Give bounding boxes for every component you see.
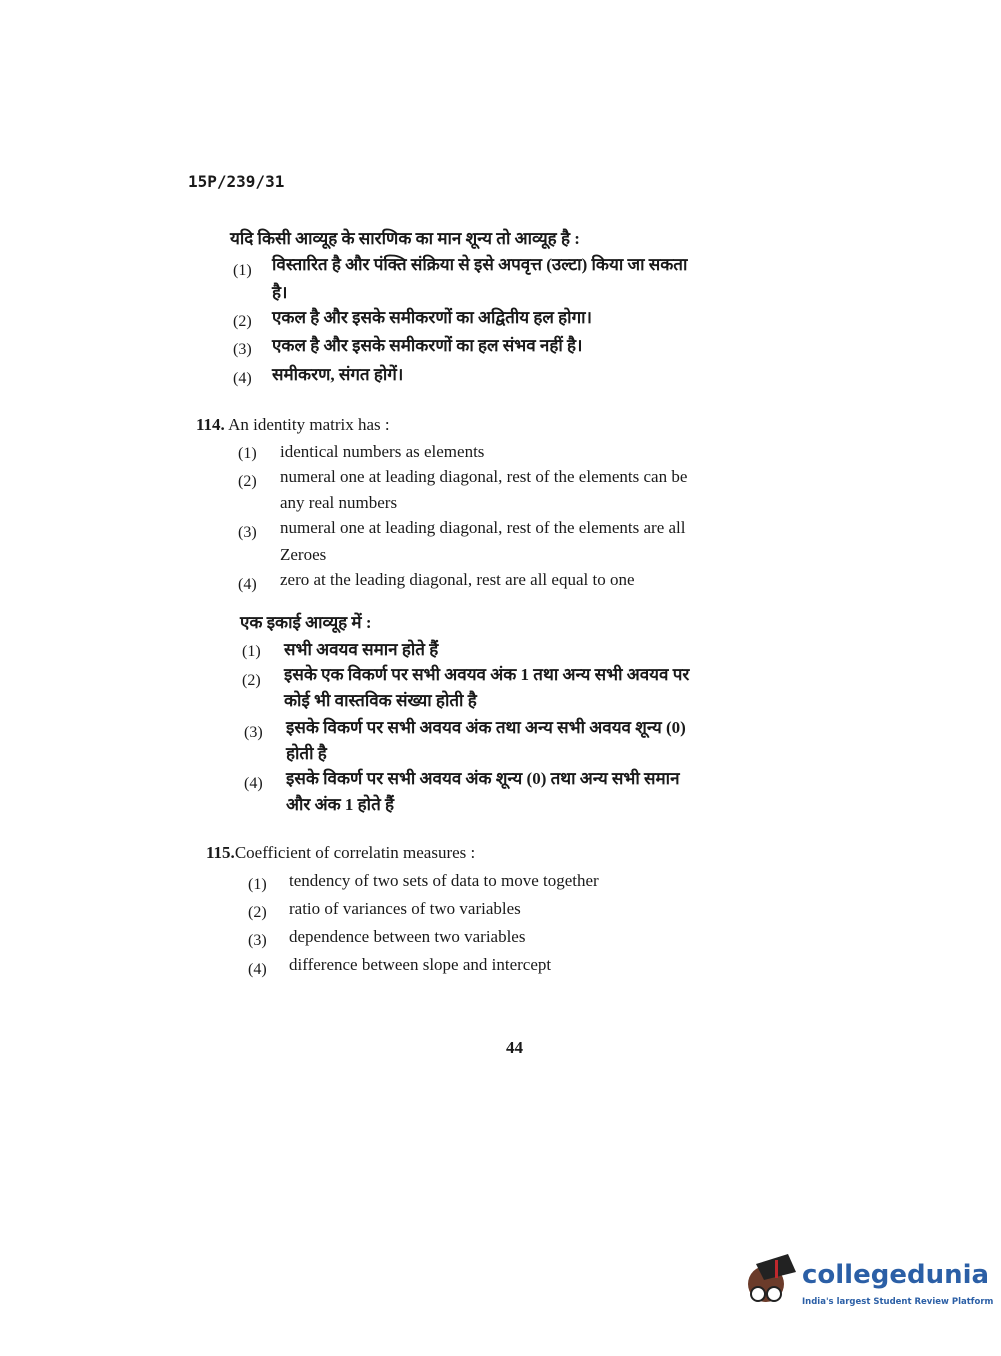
option-text: tendency of two sets of data to move together (289, 871, 599, 890)
option-text: है। (272, 283, 288, 302)
option-number: (3) (244, 724, 263, 741)
option-text: एकल है और इसके समीकरणों का हल संभव नहीं है। (272, 336, 583, 355)
question-number: 115. (206, 843, 235, 862)
q113-hindi-stem: यदि किसी आव्यूह के सारणिक का मान शून्य तो आव्यूह है : (230, 229, 580, 248)
question-stem: An identity matrix has : (228, 415, 390, 434)
option-text: इसके विकर्ण पर सभी अवयव अंक शून्य (0) तथा अन्य सभी समान (286, 769, 680, 788)
option-text: ratio of variances of two variables (289, 899, 521, 918)
question-stem: Coefficient of correlatin measures : (234, 843, 476, 862)
option-number: (4) (244, 775, 263, 792)
brand-name: collegedunia (802, 1260, 990, 1290)
option-number: (1) (242, 643, 261, 660)
option-text: इसके विकर्ण पर सभी अवयव अंक तथा अन्य सभी अवयव शून्य (0) (286, 718, 686, 737)
option-number: (2) (248, 904, 267, 921)
option-text: विस्तारित है और पंक्ति संक्रिया से इसे अपवृत्त (उल्टा) किया जा सकता (272, 255, 688, 274)
option-text: zero at the leading diagonal, rest are all equal to one (280, 570, 635, 589)
option-text: any real numbers (280, 493, 398, 512)
option-text: समीकरण, संगत होगें। (272, 365, 404, 384)
option-text: identical numbers as elements (280, 442, 485, 461)
option-number: (4) (238, 576, 257, 593)
option-text: सभी अवयव समान होते हैं (284, 640, 439, 659)
option-number: (3) (238, 524, 257, 541)
option-number: (2) (238, 473, 257, 490)
mascot-icon (742, 1250, 800, 1320)
option-text: numeral one at leading diagonal, rest of the elements are all (280, 518, 686, 537)
option-text: numeral one at leading diagonal, rest of the elements can be (280, 467, 688, 486)
option-text: होती है (286, 744, 327, 763)
option-text: इसके एक विकर्ण पर सभी अवयव अंक 1 तथा अन्य सभी अवयव पर (284, 665, 690, 684)
option-text: Zeroes (280, 545, 327, 564)
collegedunia-logo (742, 1250, 994, 1320)
page-number: 44 (506, 1038, 523, 1057)
option-number: (1) (233, 262, 252, 279)
option-number: (3) (248, 932, 267, 949)
option-text: एकल है और इसके समीकरणों का अद्वितीय हल होगा। (272, 308, 592, 327)
option-number: (4) (233, 370, 252, 387)
option-number: (1) (248, 876, 267, 893)
option-number: (1) (238, 445, 257, 462)
option-number: (2) (233, 313, 252, 330)
option-number: (4) (248, 961, 267, 978)
option-text: dependence between two variables (289, 927, 526, 946)
option-text: कोई भी वास्तविक संख्या होती है (284, 691, 477, 710)
question-number: 114. (196, 415, 225, 434)
brand-tagline: India's largest Student Review Platform (802, 1297, 994, 1307)
option-text: और अंक 1 होते हैं (286, 795, 395, 814)
option-number: (3) (233, 341, 252, 358)
paper-code: 15P/239/31 (188, 172, 285, 191)
option-number: (2) (242, 672, 261, 689)
q114-hindi-stem: एक इकाई आव्यूह में : (240, 613, 372, 632)
option-text: difference between slope and intercept (289, 955, 552, 974)
